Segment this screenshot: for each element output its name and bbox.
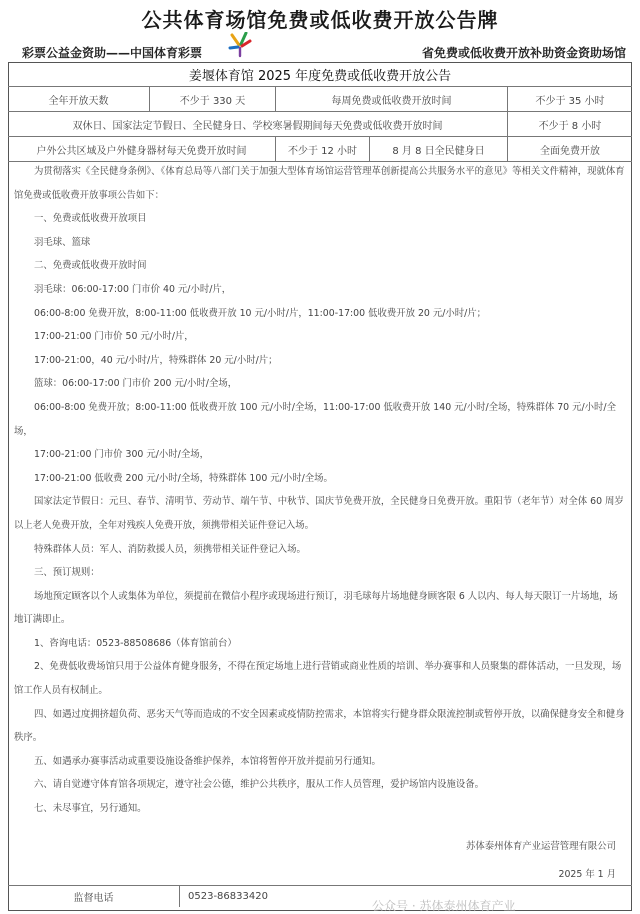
table-cell: 不少于 330 天	[150, 87, 276, 111]
paragraph: 为贯彻落实《全民健身条例》、《体育总局等八部门关于加强大型体育场馆运营管理革创新提高公共服务水平的意见》等相关文件精神，现就体育馆免费或低收费开放事项公告如下：	[14, 166, 625, 201]
table-row	[8, 137, 632, 162]
paragraph: 六、请自觉遵守体育馆各项规定，遵守社会公德，维护公共秩序，服从工作人员管理，爱护场馆内设施设备。	[34, 779, 485, 791]
lottery-funding-caption: 彩票公益金资助——中国体育彩票	[22, 46, 203, 60]
china-sports-lottery-logo-icon	[226, 32, 254, 58]
table-row	[8, 87, 632, 112]
paragraph: 五、如遇承办赛事活动或重要设施设备维护保养，本馆将暂停开放并提前另行通知。	[34, 755, 381, 767]
signature-date: 2025 年 1 月	[558, 869, 616, 880]
paragraph: 七、未尽事宜，另行通知。	[34, 803, 147, 815]
notice-title-row	[8, 63, 632, 87]
subsidy-caption: 省免费或低收费开放补助资金资助场馆	[421, 46, 626, 60]
paragraph: 17:00-21:00 低收费 200 元/小时/全场，特殊群体 100 元/小时/全场。	[34, 472, 333, 484]
paragraph: 国家法定节假日：元旦、春节、清明节、劳动节、端午节、中秋节、国庆节免费开放，全民健身日免费开放。重阳节（老年节）对全体 60 周岁以上老人免费开放，全年对残疾人免费开放，须携带相关证件登记入场。	[14, 496, 624, 531]
section-heading: 三、预订规则：	[34, 567, 100, 579]
paragraph: 17:00-21:00 门市价 300 元/小时/全场，	[34, 449, 209, 461]
paragraph: 特殊群体人员：军人、消防救援人员，须携带相关证件登记入场。	[34, 543, 306, 555]
notice-title: 姜堰体育馆 2025 年度免费或低收费开放公告	[188, 69, 452, 84]
paragraph: 羽毛球、篮球	[34, 236, 91, 248]
paragraph: 06:00-8:00 免费开放；8:00-11:00 低收费开放 100 元/小时/全场，11:00-17:00 低收费开放 140 元/小时/全场，特殊群体 70 元/小时/全场，	[14, 401, 616, 437]
page-title: 公共体育场馆免费或低收费开放公告牌	[141, 8, 499, 32]
paragraph: 1、咨询电话：0523-88508686（体育馆前台）	[34, 637, 237, 649]
section-heading: 二、免费或低收费开放时间	[34, 260, 147, 272]
paragraph: 2、免费低收费场馆只用于公益体育健身服务，不得在预定场地上进行营销或商业性质的培训、举办赛事和人员聚集的群体活动，一旦发现，场馆工作人员有权制止。	[14, 661, 622, 697]
section-heading: 一、免费或低收费开放项目	[34, 213, 147, 225]
supervision-label: 监督电话	[8, 886, 180, 907]
supervision-row	[8, 885, 632, 907]
table-row	[8, 112, 632, 137]
supervision-phone: 0523-86833420	[188, 891, 268, 902]
signature-org: 苏体泰州体育产业运营管理有限公司	[465, 841, 616, 852]
watermark: 公众号 · 苏体泰州体育产业	[372, 899, 516, 913]
table-cell: 不少于 8 小时	[538, 120, 602, 132]
table-cell: 双休日、国家法定节假日、全民健身日、学校寒暑假期间每天免费或低收费开放时间	[8, 112, 508, 136]
notice-body	[14, 160, 626, 821]
table-cell: 不少于 12 小时	[276, 137, 370, 161]
paragraph: 场地预定顾客以个人或集体为单位，须提前在微信小程序或现场进行预订，羽毛球每片场地健身顾客限 6 人以内、每人每天限订一片场地，场地订满即止。	[14, 590, 618, 626]
paragraph: 四、如遇过度拥挤超负荷、恶劣天气等而造成的不安全因素或疫情防控需求，本馆将实行健身群众限流控制或暂停开放，以确保健身安全和健身秩序。	[14, 708, 625, 744]
table-cell: 8 月 8 日全民健身日	[370, 137, 508, 161]
paragraph: 篮球：06:00-17:00 门市价 200 元/小时/全场，	[34, 378, 238, 390]
paragraph: 17:00-21:00 门市价 50 元/小时/片，	[34, 331, 194, 343]
table-cell: 不少于 35 小时	[535, 95, 605, 107]
paragraph: 17:00-21:00，40 元/小时/片，特殊群体 20 元/小时/片；	[34, 354, 278, 366]
table-cell: 全年开放天数	[8, 87, 150, 111]
paragraph: 羽毛球：06:00-17:00 门市价 40 元/小时/片，	[34, 283, 232, 295]
table-cell: 全面免费开放	[540, 145, 600, 157]
table-cell: 户外公共区域及户外健身器材每天免费开放时间	[8, 137, 276, 161]
table-cell: 每周免费或低收费开放时间	[276, 87, 508, 111]
paragraph: 06:00-8:00 免费开放，8:00-11:00 低收费开放 10 元/小时/片，11:00-17:00 低收费开放 20 元/小时/片；	[34, 307, 487, 319]
